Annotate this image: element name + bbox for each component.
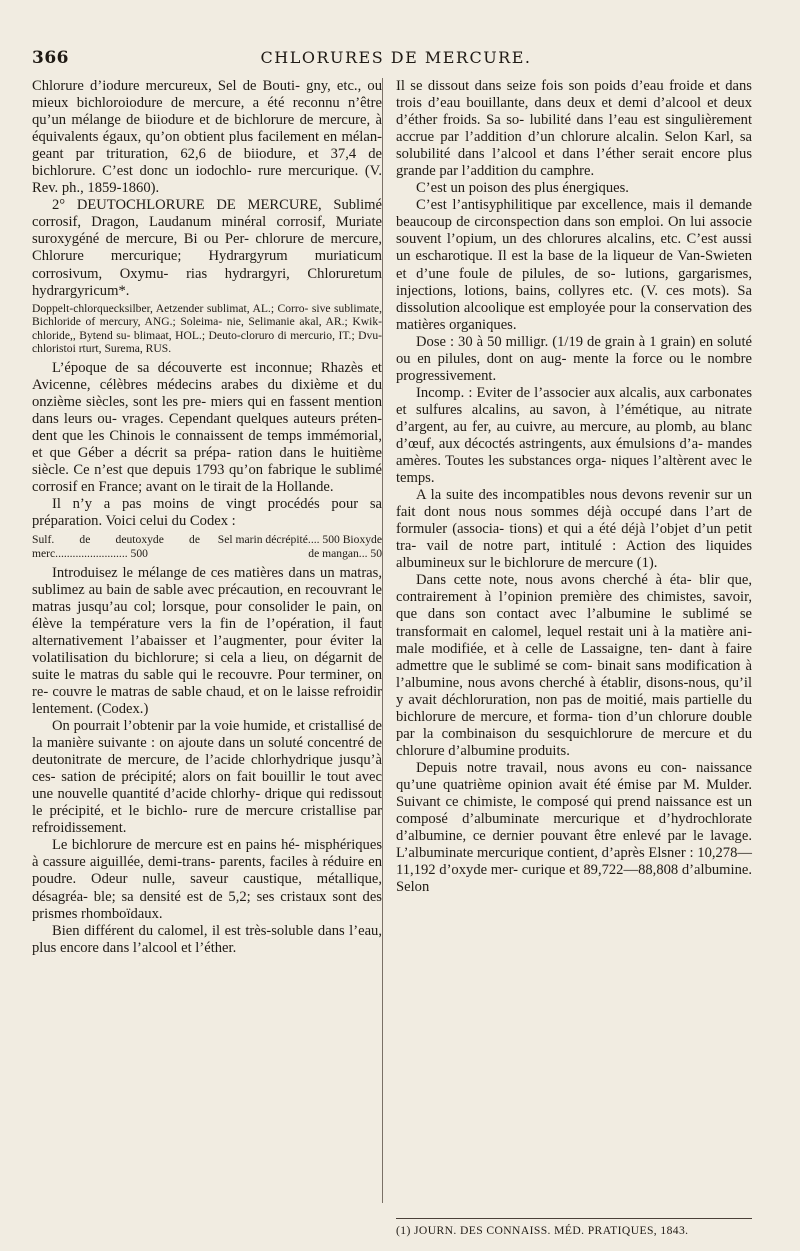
paragraph: Bien différent du calomel, il est très-soluble dans l’eau, plus encore dans l’alcool et l’éther. — [32, 922, 382, 956]
paragraph: Dans cette note, nous avons cherché à éta- blir que, contrairement à l’opinion première des chimistes, savoir, que dans son contact avec l’albumine le sublimé se transformait en calomel, lequel restait uni à la matière ani- male modifiée, et à celle de Lassaigne, ten- dant à faire admettre que le sublimé se com- binait sans modification à l’albumine, nous avons cherché à établir, disons-nous, qu’il y avait déchloruration, non pas de moitié, mais partielle du bichlorure de mercure, et forma- tion d’un chlorure double par la combinaison du sesquichlorure de mercure et du chlorure d’albumine produits. — [396, 572, 752, 759]
right-column — [396, 78, 752, 896]
footnote: (1) JOURN. DES CONNAISS. MÉD. PRATIQUES, 1843. — [396, 1224, 689, 1237]
paragraph: C’est un poison des plus énergiques. — [416, 180, 629, 197]
paragraph: Depuis notre travail, nous avons eu con- naissance qu’une quatrième opinion avait été émise par M. Mulder. Suivant ce chimiste, le composé qui prend naissance est un composé d’albuminate mercurique et d’hydrochlorate d’albumine, ce dernier pouvant être enlevé par le lavage. L’albuminate mercurique contient, d’après Elsner : 10,278—11,192 d’oxyde mer- curique et 89,722—88,808 d’albumine. Selon — [396, 759, 752, 896]
paragraph: L’époque de sa découverte est inconnue; Rhazès et Avicenne, célèbres médecins arabes du dixième et du onzième siècles, sont les pre- miers qui en fassent mention dans leurs ou- vrages. Cependant quelques auteurs préten- dent que les Chinois le connaissent de temps immémorial, et que Géber a décrit sa prépa- ration dans le huitième siècle. Ce n’est que depuis 1793 qu’on fabrique le sublimé corrosif en France; avant on le tirait de la Hollande. — [32, 359, 382, 496]
paragraph: Dose : 30 à 50 milligr. (1/19 de grain à 1 grain) en soluté ou en pilules, dont on aug- mente la force ou le nombre progressivement. — [396, 333, 752, 384]
paragraph: Il se dissout dans seize fois son poids d’eau froide et dans trois d’eau bouillante, dans deux et demi d’alcool et deux d’éther froids. Sa so- lubilité dans l’eau est singulièrement accrue par l’addition d’un chlorure alcalin. Selon Karl, sa solubilité dans l’alcool et dans l’éther serait encore plus grande par l’addition du camphre. — [396, 78, 752, 180]
paragraph: A la suite des incompatibles nous devons revenir sur un fait dont nous nous sommes déjà occupé dans l’art de formuler (associa- tions) et qui a été déjà l’objet d’un petit tra- vail de notre part, intitulé : Action des liquides albumineux sur le bichlorure de mercure (1). — [396, 487, 752, 572]
codex-formula — [32, 533, 382, 560]
footnote-rule — [396, 1218, 752, 1219]
paragraph: C’est l’antisyphilitique par excellence, mais il demande beaucoup de circonspection dans son emploi. On lui associe souvent l’opium, un des chlorures alcalins, etc. C’est aussi un escharotique. Il est la base de la liqueur de Van-Swieten et d’une foule de pilules, de so- lutions, gargarismes, injections, lotions, bains, collyres etc. (V. ces mots). Sa dissolution alcoolique est employée pour la conservation des matières organiques. — [396, 197, 752, 333]
paragraph: On pourrait l’obtenir par la voie humide, et cristallisé de la manière suivante : on ajoute dans un soluté concentré de deutonitrate de mercure, de l’acide chlorhydrique jusqu’à ces- sation de précipité; alors on fait bouillir le tout avec une nouvelle quantité d’acide chlorhy- drique qui redissout le précipité, et le bichlo- rure de mercure cristallise par refroidissement. — [32, 718, 382, 837]
page-number: 366 — [32, 48, 69, 68]
paragraph: Il n’y a pas moins de vingt procédés pour sa préparation. Voici celui du Codex : — [32, 496, 382, 530]
formula-left: Sulf. de deutoxyde de merc......................... 500 — [32, 533, 200, 561]
paragraph: Chlorure d’iodure mercureux, Sel de Bouti- gny, etc., ou mieux bichloroiodure de mercure, a été reconnu n’être qu’un mélange de biiodure et de bichlorure de mercure, à équivalents égaux, qu’on obtient plus facilement en mélan- geant par trituration, 62,6 de biiodure, et 37,4 de bichlorure. C’est donc un iodochlo- rure mercurique. (V. Rev. ph., 1859-1860). — [32, 78, 382, 197]
running-title: CHLORURES DE MERCURE. — [260, 48, 532, 67]
paragraph: Incomp. : Eviter de l’associer aux alcalis, aux carbonates et sulfures alcalins, au savon, à l’émétique, au nitrate d’argent, au fer, au cuivre, au mercure, au plomb, au blanc d’œuf, aux décoctés astringents, aux émulsions d’a- mandes amères. Toutes les substances orga- niques l’altèrent avec le temps. — [396, 384, 752, 487]
column-divider — [382, 78, 383, 1203]
paragraph: Introduisez le mélange de ces matières dans un matras, sublimez au bain de sable avec précaution, en recouvrant le matras jusqu’au col; lorsque, pour consolider le pain, on élève la température vers la fin de l’opération, il faut alternativement l’abaisser et l’augmenter, pour éviter la volatilisation du bichlorure; si cela a lieu, on dégarnit de suite le matras du sable qui le recouvre. Pour terminer, on re- couvre le matras de sable chaud, et on le laisse refroidir lentement. (Codex.) — [32, 564, 382, 718]
synonyms-note: Doppelt-chlorquecksilber, Aetzender sublimat, AL.; Corro- sive sublimate, Bichloride of mercury, ANG.; Soleima- nie, Selimanie akal, AR.; Kwik-chloride,, Bytend su- blimaat, HOL.; Deuto-cloruro di mercurio, IT.; Dvu- chloristoi rturt, Surema, RUS. — [32, 301, 382, 356]
left-column — [32, 78, 382, 957]
paragraph: Le bichlorure de mercure est en pains hé- misphériques à cassure aiguillée, demi-trans- parents, faciles à réduire en poudre. Odeur nulle, saveur caustique, métallique, désagréa- ble; sa densité est de 5,2; ses cristaux sont des prismes rhomboïdaux. — [32, 837, 382, 922]
formula-right: Sel marin décrépité.... 500 Bioxyde de mangan... 50 — [217, 533, 382, 561]
page-header — [32, 48, 760, 70]
paragraph: 2° DEUTOCHLORURE DE MERCURE, Sublimé corrosif, Dragon, Laudanum minéral corrosif, Muriate suroxygéné de mercure, Bi ou Per- chlorure de mercure, Chlorure mercurique; Hydrargyrum muriaticum corrosivum, Oxymu- rias hydrargyri, Chloruretum hydrargyricum*. — [32, 197, 382, 299]
